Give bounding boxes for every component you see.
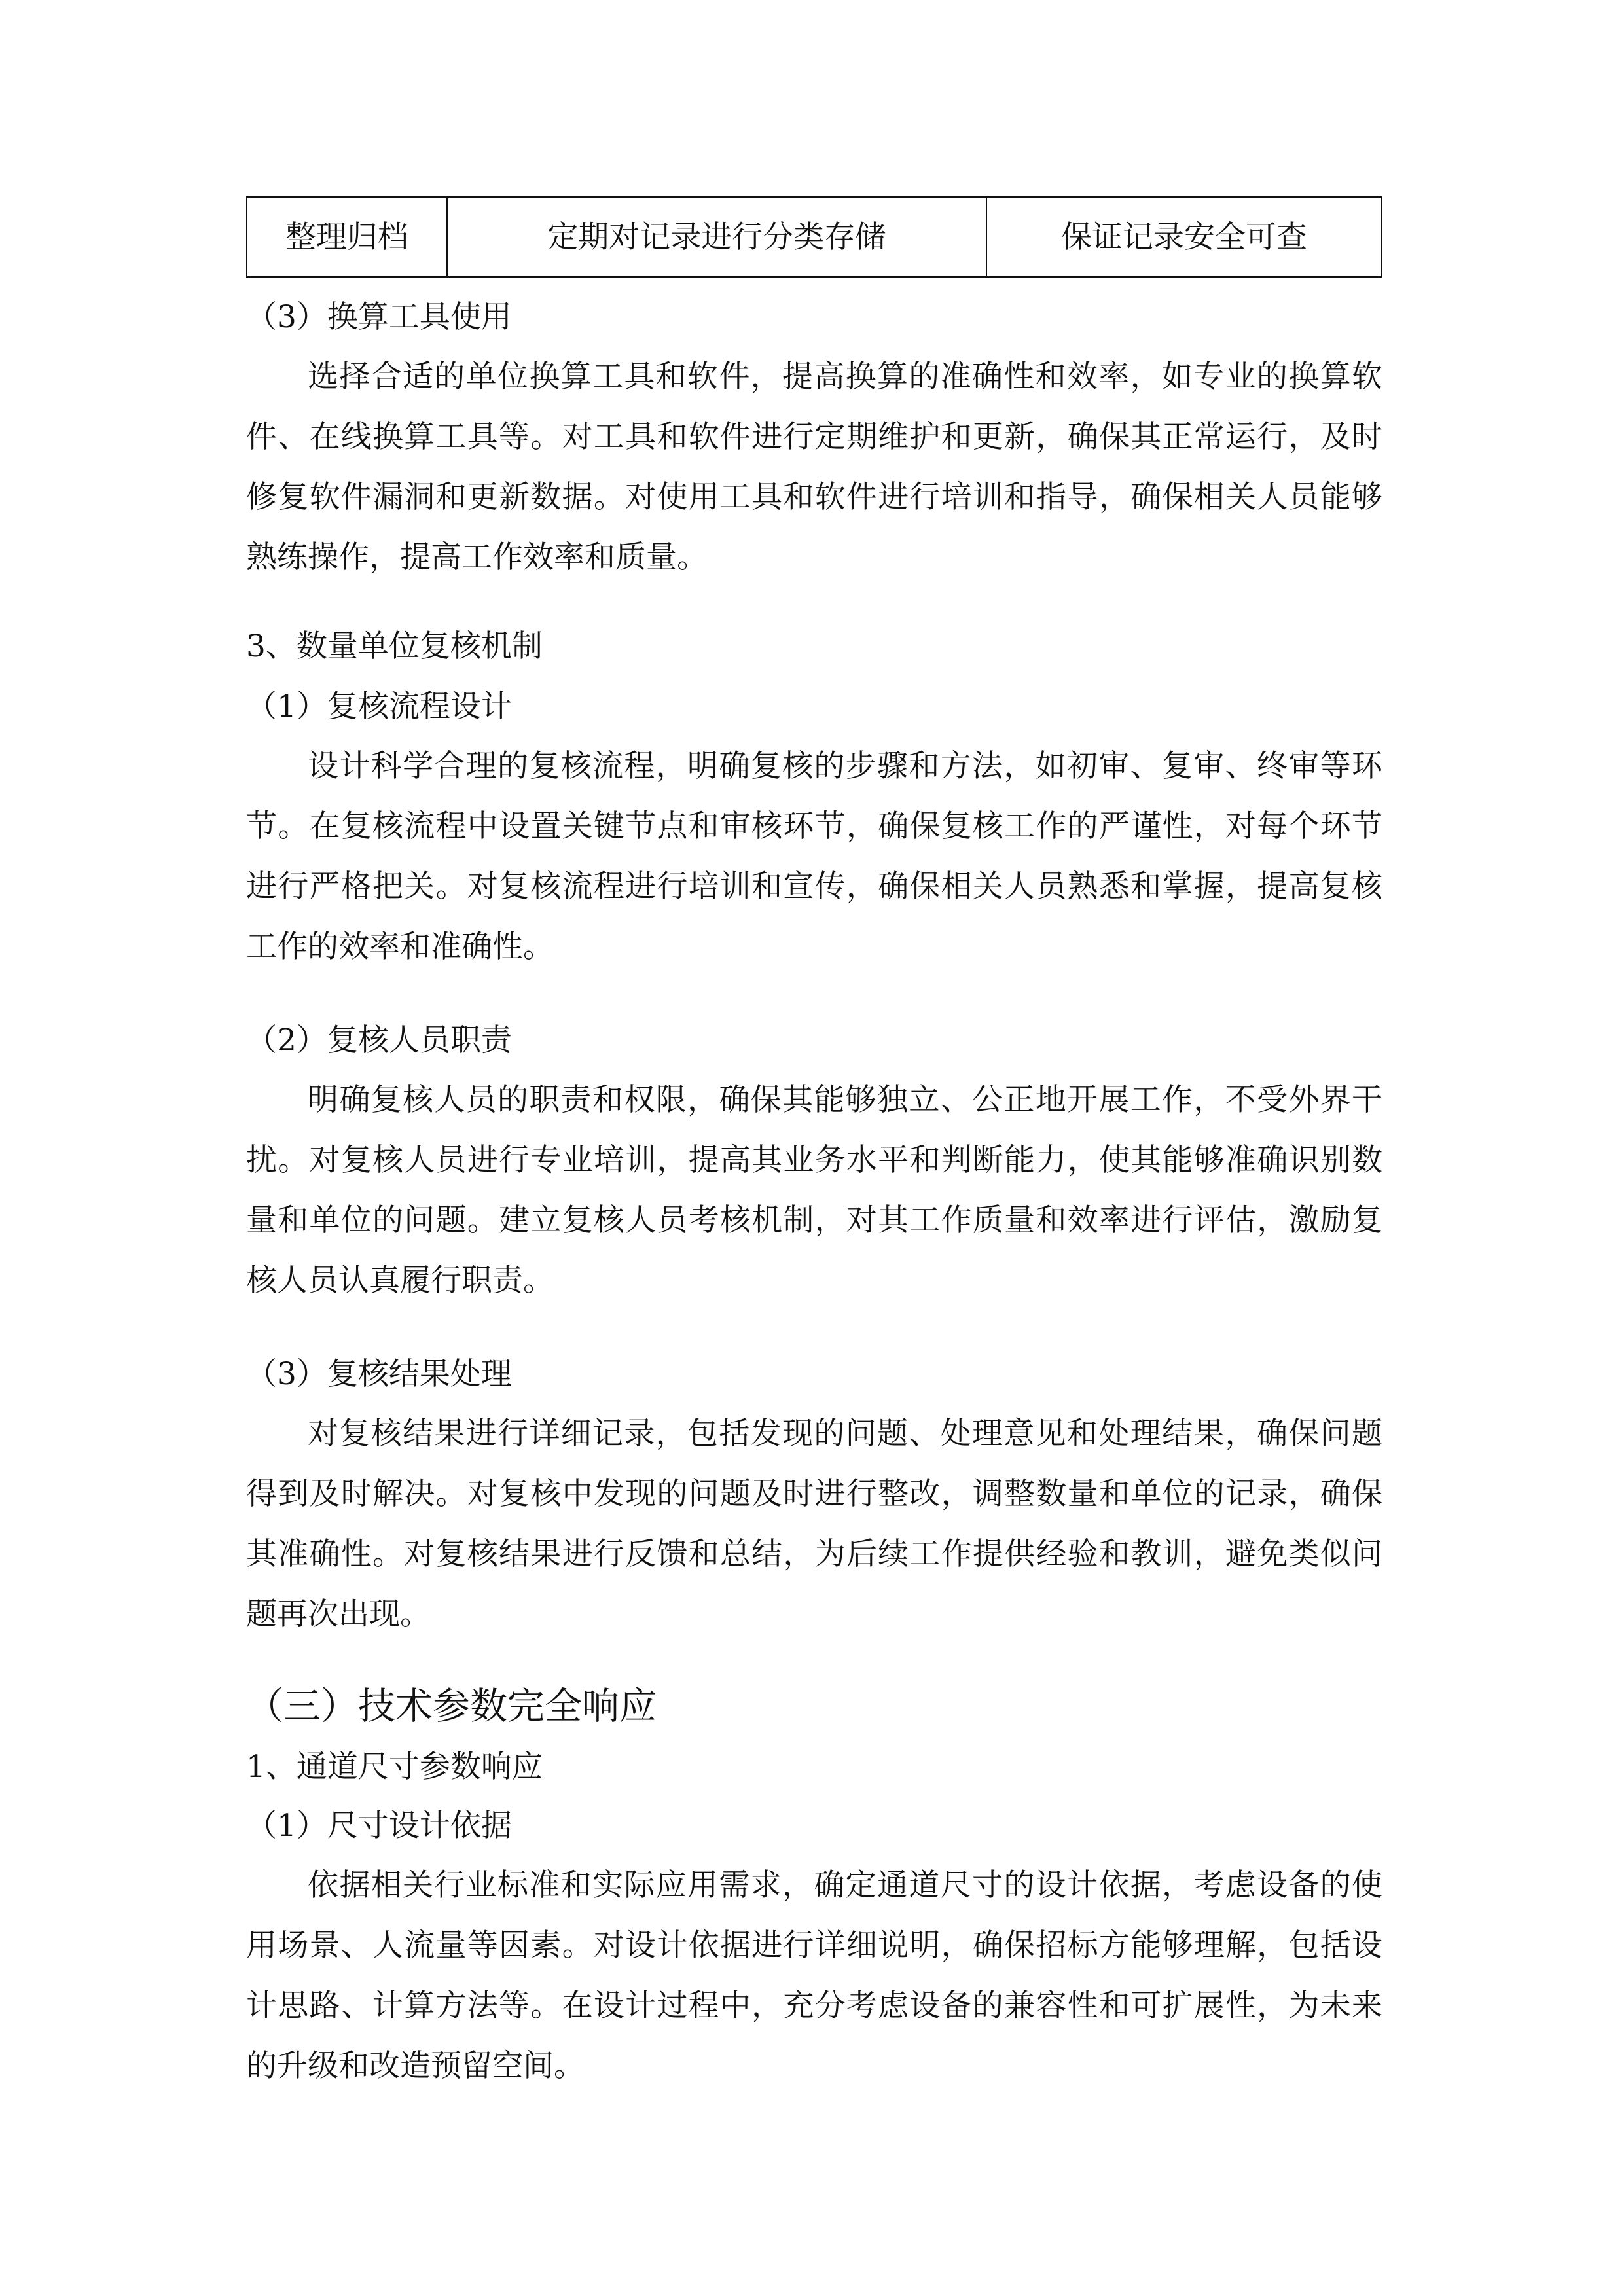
table-row bbox=[247, 197, 1382, 277]
paragraph-reviewer-duties: 明确复核人员的职责和权限，确保其能够独立、公正地开展工作，不受外界干扰。对复核人员进行专业培训，提高其业务水平和判断能力，使其能够准确识别数量和单位的问题。建立复核人员考核机制，对其工作质量和效率进行评估，激励复核人员认真履行职责。 bbox=[246, 1082, 1382, 1299]
table-cell-task: 整理归档 bbox=[247, 197, 447, 277]
heading-quantity-review: 3、数量单位复核机制 bbox=[246, 628, 543, 664]
subheading-reviewer-duties: （2）复核人员职责 bbox=[246, 1022, 512, 1058]
paragraph-conversion-tools: 选择合适的单位换算工具和软件，提高换算的准确性和效率，如专业的换算软件、在线换算工具等。对工具和软件进行定期维护和更新，确保其正常运行，及时修复软件漏洞和更新数据。对使用工具和软件进行培训和指导，确保相关人员能够熟练操作，提高工作效率和质量。 bbox=[246, 359, 1382, 575]
records-table bbox=[246, 196, 1382, 278]
heading-channel-size: 1、通道尺寸参数响应 bbox=[246, 1749, 543, 1785]
paragraph-review-flow: 设计科学合理的复核流程，明确复核的步骤和方法，如初审、复审、终审等环节。在复核流程中设置关键节点和审核环节，确保复核工作的严谨性，对每个环节进行严格把关。对复核流程进行培训和宣传，确保相关人员熟悉和掌握，提高复核工作的效率和准确性。 bbox=[246, 748, 1382, 965]
subheading-conversion-tools: （3）换算工具使用 bbox=[246, 299, 512, 335]
table-cell-method: 定期对记录进行分类存储 bbox=[447, 197, 986, 277]
paragraph-review-result: 对复核结果进行详细记录，包括发现的问题、处理意见和处理结果，确保问题得到及时解决。对复核中发现的问题及时进行整改，调整数量和单位的记录，确保其准确性。对复核结果进行反馈和总结，为后续工作提供经验和教训，避免类似问题再次出现。 bbox=[246, 1416, 1382, 1632]
table-cell-goal: 保证记录安全可查 bbox=[986, 197, 1382, 277]
subheading-size-basis: （1）尺寸设计依据 bbox=[246, 1808, 512, 1844]
subheading-review-flow: （1）复核流程设计 bbox=[246, 689, 512, 725]
section-title-tech-params: （三）技术参数完全响应 bbox=[246, 1685, 657, 1728]
subheading-review-result: （3）复核结果处理 bbox=[246, 1356, 512, 1392]
paragraph-size-basis: 依据相关行业标准和实际应用需求，确定通道尺寸的设计依据，考虑设备的使用场景、人流量等因素。对设计依据进行详细说明，确保招标方能够理解，包括设计思路、计算方法等。在设计过程中，充分考虑设备的兼容性和可扩展性，为未来的升级和改造预留空间。 bbox=[246, 1867, 1382, 2084]
